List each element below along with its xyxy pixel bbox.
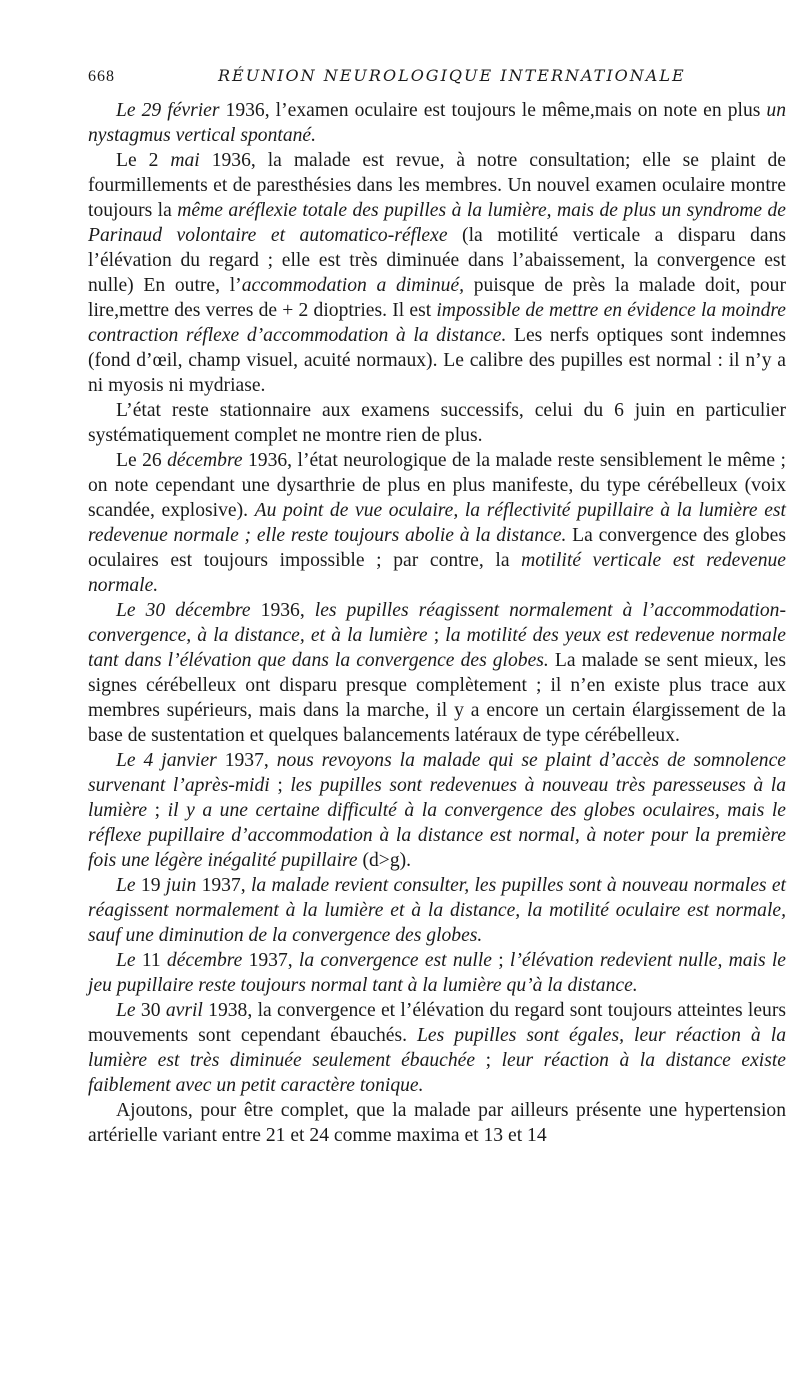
page-number: 668: [88, 68, 115, 85]
text-run: (la motilité verticale a disparu dans l’élévation du regard ; elle est très diminuée dans l’abaissement, la convergence est nulle) En outre, l’: [88, 225, 787, 296]
text-run: Le 2: [116, 150, 171, 171]
paragraph: [88, 398, 786, 448]
text-run: ;: [475, 1050, 502, 1071]
text-run: 1936,: [250, 600, 315, 621]
text-run: 11: [135, 950, 167, 971]
text-run: 1936, la malade est revue, à notre consultation; elle se plaint de fourmillements et de paresthésies dans les membres. Un nouvel examen oculaire montre toujours la: [88, 150, 786, 221]
paragraph: [88, 448, 786, 598]
running-title: RÉUNION NEUROLOGIQUE INTERNATIONALE: [218, 66, 686, 85]
text-run: ;: [492, 950, 510, 971]
italic-run: Le 4 janvier: [116, 750, 217, 771]
italic-run: Le: [116, 875, 136, 896]
text-run: ;: [147, 800, 168, 821]
running-header: [88, 66, 786, 88]
italic-run: les pupilles réagissent normalement à l’accommodation-convergence, à la distance, et à la lumière: [88, 600, 786, 646]
text-run: La malade se sent mieux, les signes cérébelleux ont disparu presque complètement ; il n’en existe plus trace aux membres supérieurs, mais dans la marche, il y a encore un certain élargissement de la base de sustentation et quelques balancements latéraux de type cérébelleux.: [88, 650, 787, 746]
text-run: L’état reste stationnaire aux examens successifs, celui du 6 juin en particulier systématiquement complet ne montre rien de plus.: [88, 400, 786, 446]
text-run: 1938, la convergence et l’élévation du regard sont toujours atteintes leurs mouvements sont cependant ébauchés.: [88, 1000, 787, 1046]
paragraph: [88, 98, 786, 148]
book-page: [88, 66, 786, 1148]
text-run: 1937,: [242, 950, 299, 971]
text-run: 30: [135, 1000, 166, 1021]
text-run: ;: [427, 625, 446, 646]
italic-run: un nystagmus vertical spontané.: [88, 100, 786, 146]
italic-run: Le 29 février: [116, 100, 220, 121]
italic-run: la malade revient consulter, les pupilles sont à nouveau normales et réagissent normalement à la lumière et à la distance, la motilité oculaire est normale, sauf une diminution de la convergence des globes.: [88, 875, 786, 946]
italic-run: décembre: [167, 450, 243, 471]
text-run: Le 26: [116, 450, 168, 471]
paragraph: [88, 148, 786, 398]
paragraph: [88, 748, 786, 873]
text-run: 1937,: [196, 875, 251, 896]
italic-run: décembre: [166, 950, 243, 971]
italic-run: leur réaction à la distance existe faiblement avec un petit caractère tonique.: [88, 1050, 786, 1096]
italic-run: Le: [116, 950, 136, 971]
italic-run: Le: [116, 1000, 136, 1021]
text-run: 1937,: [216, 750, 277, 771]
italic-run: la convergence est nulle: [298, 950, 493, 971]
text-run: Les nerfs optiques sont indemnes (fond d’œil, champ visuel, acuité normaux). Le calibre des pupilles est normal : il n’y a ni myosis ni mydriase.: [88, 325, 787, 396]
italic-run: les pupilles sont redevenues à nouveau très paresseuses à la lumière: [88, 775, 786, 821]
italic-run: juin: [165, 875, 197, 896]
paragraph: [88, 1098, 786, 1148]
text-run: 19: [135, 875, 166, 896]
italic-run: il y a une certaine difficulté à la convergence des globes oculaires, mais le réflexe pupillaire d’accommodation à la distance est normal, à noter pour la première fois une légère inégalité pupillaire: [88, 800, 786, 871]
text-run: (d>g).: [357, 850, 412, 871]
italic-run: nous revoyons la malade qui se plaint d’accès de somnolence survenant l’après-midi: [88, 750, 787, 796]
text-run: ;: [269, 775, 291, 796]
text-run: La convergence des globes oculaires est toujours impossible ; par contre, la: [88, 525, 786, 571]
paragraph: [88, 998, 786, 1098]
paragraph: [88, 948, 786, 998]
italic-run: Au point de vue oculaire, la réflectivité pupillaire à la lumière est redevenue normale ; elle reste toujours abolie à la distance.: [88, 500, 787, 546]
italic-run: mai: [170, 150, 200, 171]
text-run: 1936, l’examen oculaire est toujours le même,mais on note en plus: [219, 100, 767, 121]
italic-run: impossible de mettre en évidence la moindre contraction réflexe d’accommodation à la distance.: [88, 300, 786, 346]
text-run: 1936, l’état neurologique de la malade reste sensiblement le même ; on note cependant une dysarthrie de plus en plus manifeste, du type cérébelleux (voix scandée, explosive).: [88, 450, 786, 521]
italic-run: la motilité des yeux est redevenue normale tant dans l’élévation que dans la convergence des globes.: [88, 625, 786, 671]
italic-run: accommodation a diminué,: [241, 275, 465, 296]
italic-run: Le 30 décembre: [116, 600, 251, 621]
italic-run: même aréflexie totale des pupilles à la lumière, mais de plus un syndrome de Parinaud volontaire et automatico-réflexe: [88, 200, 786, 246]
text-run: Ajoutons, pour être complet, que la malade par ailleurs présente une hypertension artérielle variant entre 21 et 24 comme maxima et 13 et 14: [88, 1100, 786, 1146]
text-run: puisque de près la malade doit, pour lire,mettre des verres de + 2 dioptries. Il est: [88, 275, 787, 321]
italic-run: motilité verticale est redevenue normale.: [88, 550, 786, 596]
body-text: [88, 98, 786, 1148]
italic-run: l’élévation redevient nulle, mais le jeu pupillaire reste toujours normal tant à la lumière qu’à la distance.: [88, 950, 786, 996]
paragraph: [88, 598, 786, 748]
italic-run: avril: [165, 1000, 203, 1021]
italic-run: Les pupilles sont égales, leur réaction à la lumière est très diminuée seulement ébauchée: [88, 1025, 786, 1071]
paragraph: [88, 873, 786, 948]
